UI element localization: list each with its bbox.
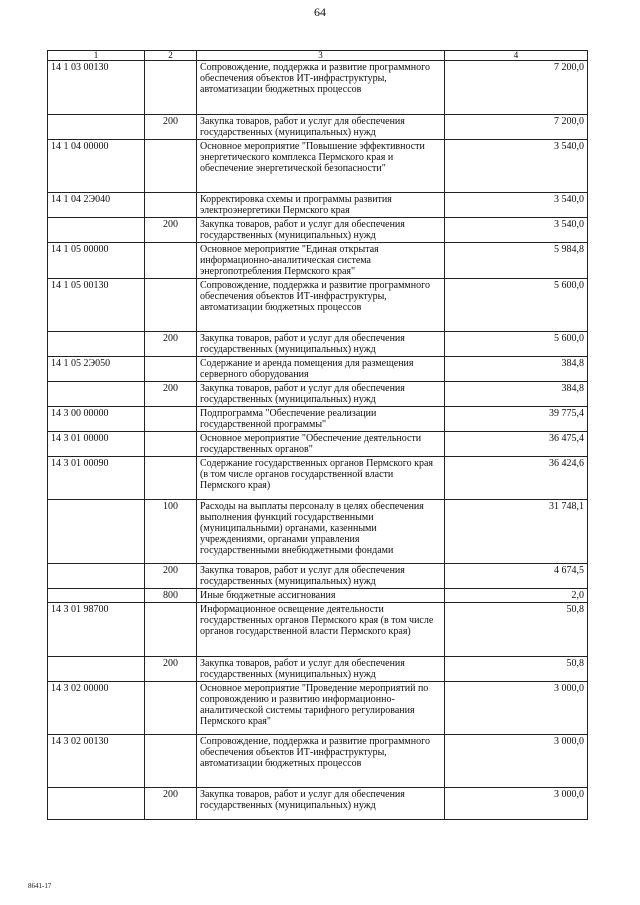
- vr-cell: [145, 279, 197, 332]
- name-cell: Закупка товаров, работ и услуг для обеспечения государственных (муниципальных) нужд: [197, 382, 445, 407]
- name-cell: Расходы на выплаты персоналу в целях обеспечения выполнения функций государственными (муниципальными) органами, казенными учреждениями, органами управления государственными внебюджетными фондами: [197, 500, 445, 564]
- vr-cell: 800: [145, 589, 197, 603]
- code-cell: 14 1 05 2Э050: [48, 357, 145, 382]
- table-row: [48, 457, 588, 500]
- amount-cell: 7 200,0: [445, 115, 588, 140]
- vr-cell: 200: [145, 382, 197, 407]
- table-row: [48, 357, 588, 382]
- name-cell: Закупка товаров, работ и услуг для обеспечения государственных (муниципальных) нужд: [197, 115, 445, 140]
- amount-cell: 384,8: [445, 382, 588, 407]
- table-row: [48, 140, 588, 193]
- table-row: [48, 407, 588, 432]
- amount-cell: 5 984,8: [445, 243, 588, 279]
- vr-cell: [145, 407, 197, 432]
- code-cell: [48, 500, 145, 564]
- code-cell: [48, 382, 145, 407]
- vr-cell: [145, 61, 197, 115]
- code-cell: 14 1 05 00130: [48, 279, 145, 332]
- vr-cell: [145, 457, 197, 500]
- vr-cell: [145, 682, 197, 735]
- amount-cell: 3 540,0: [445, 140, 588, 193]
- amount-cell: 36 424,6: [445, 457, 588, 500]
- table-row: [48, 61, 588, 115]
- name-cell: Закупка товаров, работ и услуг для обеспечения государственных (муниципальных) нужд: [197, 218, 445, 243]
- vr-cell: [145, 357, 197, 382]
- amount-cell: 3 540,0: [445, 218, 588, 243]
- code-cell: [48, 657, 145, 682]
- vr-cell: [145, 243, 197, 279]
- amount-cell: 7 200,0: [445, 61, 588, 115]
- table-row: [48, 279, 588, 332]
- table-row: [48, 657, 588, 682]
- name-cell: Сопровождение, поддержка и развитие программного обеспечения объектов ИТ-инфраструктуры, автоматизации бюджетных процессов: [197, 61, 445, 115]
- code-cell: [48, 115, 145, 140]
- table-row: [48, 564, 588, 589]
- table-row: [48, 382, 588, 407]
- vr-cell: 100: [145, 500, 197, 564]
- amount-cell: 3 540,0: [445, 193, 588, 218]
- name-cell: Закупка товаров, работ и услуг для обеспечения государственных (муниципальных) нужд: [197, 788, 445, 820]
- header-row: [48, 51, 588, 61]
- document-code: 8641-17: [28, 882, 52, 890]
- amount-cell: 3 000,0: [445, 735, 588, 788]
- vr-cell: 200: [145, 218, 197, 243]
- code-cell: [48, 589, 145, 603]
- code-cell: 14 1 05 00000: [48, 243, 145, 279]
- vr-cell: [145, 432, 197, 457]
- amount-cell: 50,8: [445, 657, 588, 682]
- amount-cell: 5 600,0: [445, 279, 588, 332]
- name-cell: Закупка товаров, работ и услуг для обеспечения государственных (муниципальных) нужд: [197, 332, 445, 357]
- name-cell: Основное мероприятие "Повышение эффективности энергетического комплекса Пермского края и обеспечение энергетической безопасности": [197, 140, 445, 193]
- code-cell: 14 3 02 00000: [48, 682, 145, 735]
- vr-cell: 200: [145, 788, 197, 820]
- code-cell: 14 1 04 2Э040: [48, 193, 145, 218]
- amount-cell: 2,0: [445, 589, 588, 603]
- name-cell: Сопровождение, поддержка и развитие программного обеспечения объектов ИТ-инфраструктуры, автоматизации бюджетных процессов: [197, 735, 445, 788]
- amount-cell: 4 674,5: [445, 564, 588, 589]
- table-row: [48, 500, 588, 564]
- name-cell: Содержание и аренда помещения для размещения серверного оборудования: [197, 357, 445, 382]
- column-header: 4: [445, 51, 588, 61]
- vr-cell: 200: [145, 657, 197, 682]
- code-cell: [48, 564, 145, 589]
- name-cell: Сопровождение, поддержка и развитие программного обеспечения объектов ИТ-инфраструктуры, автоматизации бюджетных процессов: [197, 279, 445, 332]
- code-cell: 14 3 02 00130: [48, 735, 145, 788]
- table-row: [48, 193, 588, 218]
- table-row: [48, 115, 588, 140]
- table-row: [48, 603, 588, 657]
- amount-cell: 3 000,0: [445, 682, 588, 735]
- table-row: [48, 332, 588, 357]
- amount-cell: 31 748,1: [445, 500, 588, 564]
- page-number: 64: [314, 5, 326, 19]
- table-row: [48, 218, 588, 243]
- amount-cell: 50,8: [445, 603, 588, 657]
- code-cell: 14 1 04 00000: [48, 140, 145, 193]
- name-cell: Закупка товаров, работ и услуг для обеспечения государственных (муниципальных) нужд: [197, 564, 445, 589]
- table-row: [48, 788, 588, 820]
- name-cell: Информационное освещение деятельности государственных органов Пермского края (в том числе органов государственной власти Пермского края): [197, 603, 445, 657]
- code-cell: 14 3 01 00090: [48, 457, 145, 500]
- column-header: 1: [48, 51, 145, 61]
- name-cell: Корректировка схемы и программы развития электроэнергетики Пермского края: [197, 193, 445, 218]
- vr-cell: [145, 735, 197, 788]
- table-row: [48, 589, 588, 603]
- code-cell: 14 1 03 00130: [48, 61, 145, 115]
- code-cell: [48, 218, 145, 243]
- vr-cell: 200: [145, 564, 197, 589]
- table-row: [48, 243, 588, 279]
- amount-cell: 39 775,4: [445, 407, 588, 432]
- name-cell: Основное мероприятие "Проведение мероприятий по сопровождению и развитию информационно-аналитической системы тарифного регулирования Пермского края": [197, 682, 445, 735]
- code-cell: 14 3 00 00000: [48, 407, 145, 432]
- name-cell: Иные бюджетные ассигнования: [197, 589, 445, 603]
- vr-cell: [145, 603, 197, 657]
- name-cell: Основное мероприятие "Единая открытая информационно-аналитическая система энергопотребления Пермского края": [197, 243, 445, 279]
- vr-cell: [145, 140, 197, 193]
- code-cell: [48, 788, 145, 820]
- table-row: [48, 682, 588, 735]
- amount-cell: 5 600,0: [445, 332, 588, 357]
- code-cell: 14 3 01 98700: [48, 603, 145, 657]
- table-row: [48, 735, 588, 788]
- name-cell: Содержание государственных органов Пермского края (в том числе органов государственной власти Пермского края): [197, 457, 445, 500]
- vr-cell: 200: [145, 332, 197, 357]
- name-cell: Подпрограмма "Обеспечение реализации государственной программы": [197, 407, 445, 432]
- amount-cell: 36 475,4: [445, 432, 588, 457]
- code-cell: 14 3 01 00000: [48, 432, 145, 457]
- amount-cell: 3 000,0: [445, 788, 588, 820]
- name-cell: Основное мероприятие "Обеспечение деятельности государственных органов": [197, 432, 445, 457]
- budget-table: [47, 50, 588, 820]
- table-row: [48, 432, 588, 457]
- column-header: 3: [197, 51, 445, 61]
- vr-cell: 200: [145, 115, 197, 140]
- amount-cell: 384,8: [445, 357, 588, 382]
- name-cell: Закупка товаров, работ и услуг для обеспечения государственных (муниципальных) нужд: [197, 657, 445, 682]
- vr-cell: [145, 193, 197, 218]
- code-cell: [48, 332, 145, 357]
- column-header: 2: [145, 51, 197, 61]
